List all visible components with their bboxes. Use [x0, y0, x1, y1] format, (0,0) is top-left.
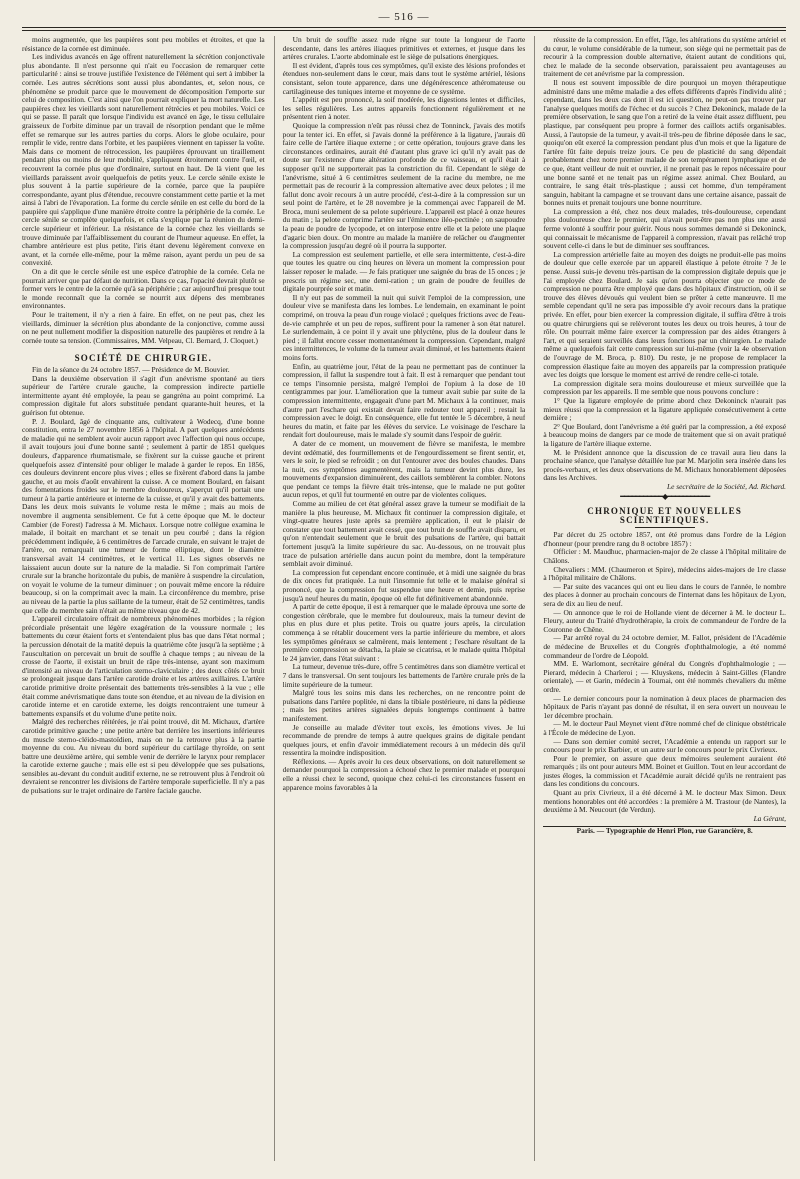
paragraph: Il n'y eut pas de sommeil la nuit qui suivit l'emploi de la compression, une douleur vive se manifesta dans les lombes. Le lendemain, en examinant le point comprimé, on trouva la peau d'un rouge violacé ; quelques frictions avec de l'eau-de-vie camphrée et un peu de repos, suffirent pour la ramener à son état naturel. Le surlendemain, à ce point il y avait une phlyctène, plus de la douleur dans le pied ; il fallut encore cesser momentanément la compression. Cependant, malgré ces intermittences, le volume de la tumeur avait diminué, et les battements étaient moins forts. [282, 292, 526, 362]
paragraph: A dater de ce moment, un mouvement de fièvre se manifesta, le membre devint œdématié, des fourmillements et de l'engourdissement se firent sentir, et, vers le soir, le pied se refroidit ; on dut l'entourer avec des boules chaudes. Dans la nuit, ces symptômes augmentèrent, mais la tumeur devint plus dure, les mouvements d'expansion diminuèrent, des caillots semblèrent la combler. Notons que pendant ce temps la fièvre était très-intense, que le malade ne put goûter aucun repos, et qu'il fut tourmenté en outre par de violentes coliques. [282, 438, 526, 500]
ornamental-divider: ━━━━━━━━━━━◆━━━━━━━━━━━ [620, 492, 710, 502]
paragraph: L'appareil circulatoire offrait de nombreux phénomènes morbides ; la région précordiale présentait une légère exagération de la voussure normale ; les battements du cœur étaient forts et s'entendaient plus bas que dans l'état normal ; la percussion dénotait de la matité depuis la quatrième côte jusqu'à la septième ; à l'auscultation on percevait un bruit de souffle à chaque temps ; au niveau de la crosse de l'aorte, il existait un bruit de râpe très-intense, ayant son maximum d'intensité au niveau de l'articulation sterno-claviculaire ; des deux côtés ce bruit se prolongeait jusque dans l'artère carotide droite et les artères axillaires. L'artère carotide primitive droite présentait des battements très-sensibles à la vue ; elle était comme anévrismatique dans toute son étendue, et au niveau de la division en carotide interne et en carotide externe, les doigts rencontraient une tumeur à battements expansifs et du volume d'une petite noix. [22, 614, 265, 718]
paragraph: — Par suite des vacances qui ont eu lieu dans le cours de l'année, le nombre des places à donner au prochain concours de l'internat dans les hôpitaux de Lyon, sera de dix au lieu de neuf. [543, 581, 787, 608]
paragraph: Enfin, au quatrième jour, l'état de la peau ne permettant pas de continuer la compression, il fallut la suspendre tout à fait. Il est à remarquer que pendant tout ce temps l'insomnie persista, malgré l'emploi de l'opium à la dose de 10 centigrammes par jour. L'amélioration que la tumeur avait subie par suite de la compression intermittente, engageait d'une part M. Michaux à la continuer, mais d'autre part l'eschare qui existait devait faire redouter tout appareil ; restait la compression avec le doigt. En conséquence, elle fut tentée le 5 décembre, à neuf heures du matin, et faite par les élèves du service. Le voisinage de l'eschare la rendait fort douloureuse, mais le malade s'y soumit dans l'espoir de guérir. [282, 361, 526, 440]
paragraph: — Le dernier concours pour la nomination à deux places de pharmacien des hôpitaux de Paris n'ayant pas donné de résultat, il en sera ouvert un nouveau le 1er décembre prochain. [543, 693, 787, 720]
paragraph: Pour le premier, on assure que deux mémoires seulement auraient été remarqués ; ils ont pour auteurs MM. Boinet et Guillon. Tout en leur accordant de justes éloges, la commission et l'Académie aurait décidé qu'ils ne rentraient pas dans les conditions du concours. [543, 753, 787, 789]
paragraph: Dans la deuxième observation il s'agit d'un anévrisme spontané au tiers supérieur de l'artère crurale gauche, la compression indirecte partielle intermittente ayant été employée, la peau se gangréna au point comprimé. La compression digitale fut alors substituée pendant quarante-huit heures, et la guérison fut obtenue. [22, 373, 265, 417]
paragraph: MM. E. Warlomont, secrétaire général du Congrès d'ophthalmologie ; — Pierard, médecin à Charleroi ; — Kluyskens, médecin à Saint-Gilles (Flandre orientale), — et Garin, médecin à Tournai, ont été nommés chevaliers du même ordre. [543, 659, 787, 694]
paragraph: Comme au milieu de cet état général assez grave la tumeur se modifiait de la manière la plus heureuse, M. Michaux fit continuer la compression digitale, et vingt-quatre heures juste après sa première application, il eut le plaisir de constater que tout battement avait cessé, que tout bruit de souffle avait disparu, et qu'on n'entendait seulement que le bruit des pulsations de l'artère, qui battait fortement jusqu'à la limite supérieure du sac. Au-dessous, on ne trouvait plus trace de pulsation artérielle dans aucun point du membre, dont la température semblait avoir diminué. [282, 499, 526, 569]
paragraph: Chevaliers : MM. (Chaumeron et Spire), médecins aides-majors de 1re classe à l'hôpital militaire de Châlons. [543, 564, 787, 583]
section-divider [113, 348, 173, 349]
paragraph: La compression a été, chez nos deux malades, très-douloureuse, cependant plus douloureuse chez le premier, qui n'avait peut-être pas non plus une aussi ferme volonté à souffrir pour guérir. Nous nous sommes demandé si Dekoninck, qui connaissait le mécanisme de l'appareil à compression, n'avait pas relâché trop souvent celle-ci dans le but de diminuer ses souffrances. [543, 206, 787, 251]
paragraph: On a dit que le cercle sénile est une espèce d'atrophie de la cornée. Cela ne pourrait arriver que par défaut de nutrition. Dans ce cas, l'opacité devrait plutôt se former vers le centre de la cornée qu'à sa périphérie ; car aujourd'hui presque tout le monde reconnaît que la cornée se nourrit aux dépens des membranes environnantes. [22, 267, 265, 311]
header-rule [22, 27, 786, 31]
paragraph: — On annonce que le roi de Hollande vient de décerner à M. le docteur L. Fleury, auteur du Traité d'hydrothérapie, la croix de commandeur de l'ordre de la Couronne de Chêne. [543, 607, 787, 634]
section-title-societe: SOCIÉTÉ DE CHIRURGIE. [74, 353, 213, 364]
column-3 [534, 36, 786, 1161]
printer-imprint: Paris. — Typographie de Henri Plon, rue Garancière, 8. [576, 826, 753, 836]
paragraph: Officier : M. Maudhuc, pharmacien-major de 2e classe à l'hôpital militaire de Châlons. [543, 547, 787, 566]
secretary-signature: Le secrétaire de la Société, Ad. Richard. [667, 481, 787, 491]
paragraph: Par décret du 25 octobre 1857, ont été promus dans l'ordre de la Légion d'honneur (pour prendre rang du 8 octobre 1857) : [543, 530, 787, 548]
paragraph: — M. le docteur Paul Meynet vient d'être nommé chef de clinique obstétricale à l'École de médecine de Lyon. [543, 719, 787, 737]
paragraph: 2° Que Boulard, dont l'anévrisme a été guéri par la compression, a été exposé à beaucoup moins de dangers par ce mode de traitement que si on avait pratiqué la ligature de l'artère iliaque externe. [543, 421, 787, 448]
column-1 [22, 36, 265, 1161]
gerant-signature: La Gérant, [753, 813, 787, 823]
paragraph: L'appétit est peu prononcé, la soif modérée, les digestions lentes et difficiles, les selles régulières. Les autres appareils fonctionnent régulièrement et ne présentent rien à noter. [282, 95, 526, 122]
paragraph: La tumeur, devenue très-dure, offre 5 centimètres dans son diamètre vertical et 7 dans le transversal. On sent toujours les battements de l'artère crurale près de la limite supérieure de la tumeur. [282, 662, 526, 689]
paragraph: Quoique la compression n'eût pas réussi chez de Tonninck, j'avais des motifs pour la tenter ici. En effet, si j'avais donné la préférence à la ligature, j'aurais dû faire celle de l'artère iliaque externe ; or cette opération, toujours grave dans les circonstances ordinaires, aurait été d'autant plus grave ici qu'il n'y avait pas de doute sur l'existence d'une altération profonde de ce vaisseau, et qu'il était à supposer qu'il ne supporterait pas la constriction du fil. Cependant le siège de l'anévrisme, situé à 6 centimètres seulement de la racine du membre, ne me permettait pas de recourir à la compression alternative avec deux pelotes ; il me fallut donc avoir recours à un autre procédé, c'est-à-dire à la compression sur un seul point de l'artère, et le 28 novembre je la commençai avec l'appareil de M. Broca, muni seulement de sa pelote supérieure. L'appareil est placé à onze heures du matin ; la pelote comprime l'artère sur l'éminence iléo-pectinée ; on saupoudre la peau de poudre de lycopode, et on interpose entre elle et la pelote une plaque d'agaric bien doux. On montre au malade la manière de relâcher ou d'augmenter la compression jusqu'au degré où il pourra la supporter. [282, 120, 526, 251]
paragraph: moins augmentée, que les paupières sont peu mobiles et étroites, et que la résistance de la cornée est diminuée. [22, 36, 265, 53]
paragraph: Un bruit de souffle assez rude règne sur toute la longueur de l'aorte descendante, dans les artères iliaques primitives et externes, et jusque dans les artères crurales. L'aorte abdominale est le siège de pulsations énergiques. [282, 36, 526, 62]
paragraph: La compression digitale sera moins douloureuse et mieux surveillée que la compression par les appareils. Il me semble que nous pouvons conclure : [543, 378, 787, 397]
page-number: — 516 — [378, 11, 430, 23]
paragraph: — Par arrêté royal du 24 octobre dernier, M. Fallot, président de l'Académie de médecine de Bruxelles et du Congrès d'ophthalmologie, a été nommé commandeur de l'ordre de Léopold. [543, 633, 787, 660]
paragraph: Il est évident, d'après tous ces symptômes, qu'il existe des lésions profondes et étendues non-seulement dans le cœur, mais dans tout le système artériel, lésions consistant, selon toute apparence, dans une dégénérescence athéromateuse ou cartilagineuse des tuniques interne et moyenne de ce système. [282, 60, 526, 96]
paragraph: Je conseille au malade d'éviter tout excès, les émotions vives. Je lui recommande de prendre de temps à autre quelques grains de digitale pendant quelques jours, et enfin d'avoir immédiatement recours à un médecin dès qu'il ressentira la moindre indisposition. [282, 722, 526, 758]
paragraph: La compression est seulement partielle, et elle sera intermittente, c'est-à-dire que toutes les quatre ou cinq heures on lèvera un moment la compression pour laisser reposer le malade. — Je fais pratiquer une saignée du bras de 15 onces ; je prescris un régime sec, une demi-ration ; un grain de poudre de feuilles de digitale pourprée soir et matin. [282, 249, 526, 294]
paragraph: Malgré des recherches réitérées, je n'ai point trouvé, dit M. Michaux, d'artère carotide primitive gauche ; une petite artère bat derrière les insertions inférieures du muscle sterno-cléido-mastoïdien, mais on ne la retrouve plus à la partie moyenne du cou. Au niveau du bord supérieur du cartilage thyroïde, on sent battre une deuxième artère, qui semble venir de derrière le larynx pour remplacer la carotide externe gauche ; mais elle est si peu développée que ses pulsations, sensibles au-devant du conduit auditif externe, ne se retrouvent plus à l'endroit où devraient se rencontrer les divisions de l'artère temporale superficielle. Il n'y a pas de pulsations sur le trajet ordinaire de l'artère faciale gauche. [22, 717, 265, 796]
paragraph: Il nous est souvent impossible de dire pourquoi un moyen thérapeutique administré dans une même maladie a des effets différents d'après l'individu alité ; cependant, dans les deux cas dont il est ici question, ne peut-on pas trouver par l'analyse quelques motifs de l'échec et du succès ? Chez Dekoninck, malade de la première observation, le sang que l'on a retiré de la veine était assez diffluent, peu plastique, par conséquent peu propre à former des caillots actifs organisables. Aussi, à l'autopsie de la tumeur, y avait-il très-peu de fibrine déposée dans le sac, quoiqu'on eût exercé la compression pendant plus d'un mois et que la ligature de l'artère fût faite depuis treize jours. Ce peu de plasticité du sang dépendait probablement chez notre premier malade de son tempérament lymphatique et de ce que, étant veilleur de nuit et ouvrier, il ne prenait pas le repos nécessaire pour une bonne santé et ne tenait pas un régime assez animal. Chez Boulard, au contraire, le sang était très-plastique ; aussi cet homme, d'un tempérament sanguin, habitant la campagne et se trouvant dans une certaine aisance, passait de bonnes nuits et prenait toujours une bonne nourriture. [543, 77, 787, 208]
section-divider [635, 527, 695, 528]
paragraph: La compression artérielle faite au moyen des doigts ne produit-elle pas moins de douleur que celle exercée par un appareil élastique à pelote étroite ? Je le pense. Aussi suis-je devenu très-partisan de la compression digitale depuis que je l'ai employée chez Boulard. Je sais qu'on pourra objecter que ce mode de compression ne pourra être employé que dans des hôpitaux d'instruction, où il se trouve des élèves dévoués qui veulent bien se prêter à cette manœuvre. Il me semble cependant qu'il ne sera pas impossible d'y avoir recours dans la pratique privée. En effet, pour bien exercer la compression digitale, il suffira d'être à trois ou quatre chirurgiens qui se relèveront toutes les deux ou trois heures, à tour de rôle. On pourrait même faire exercer la compression par des aides étrangers à l'art, et qui seraient surveillés dans leurs fonctions par un chirurgien. Le malade même a quelquefois fait cette compression sur lui-même (voir la 4e observation de l'ouvrage de M. Broca, p. 810). Du reste, je ne propose de remplacer la compression élastique faite au moyen des appareils par la compression pratiquée avec les doigts que lorsque le moment est arrivé de rendre celle-ci totale. [543, 249, 787, 380]
columns [22, 36, 786, 1161]
paragraph: P. J. Boulard, âgé de cinquante ans, cultivateur à Wodecq, d'une bonne constitution, entra le 27 novembre 1856 à l'hôpital. A part quelques antécédents de maladie qui ne semblent avoir aucun rapport avec l'affection qui nous occupe, il avait toujours joui d'une bonne santé ; seulement à partir de 1851 quelques douleurs, d'apparence rhumatismale, se fixèrent sur la cuisse gauche et prirent quelquefois assez d'intensité pour obliger le malade à garder le repos. En 1856, ces douleurs devinrent encore plus vives ; elles se fixèrent d'abord dans la jambe gauche, et au mois d'août envahirent la cuisse. A ce moment Boulard, en faisant des fomentations froides sur le membre douloureux, s'aperçut qu'il portait une tumeur à la partie antérieure et interne de la cuisse, et qu'il y avait des battements. Dans les deux mois suivants le volume resta le même ; mais au mois de novembre il augmenta sensiblement. Ce fut à cette époque que M. le docteur Cambier (de Forest) l'adressa à M. Michaux. Lorsque notre collègue examina le malade, il boitait en marchant et se tenait un peu courbé ; dans la région précédemment indiquée, à 6 centimètres de l'arcade crurale, en suivant le trajet de l'artère, on remarquait une tumeur de forme elliptique, dont le diamètre transversal avait 14 centimètres, et le vertical 11. Les signes observés ne laissaient aucun doute sur la nature de la maladie. Si l'on comprimait l'artère crurale sur la branche horizontale du pubis, de manière à suspendre la circulation, on voyait le volume de la tumeur diminuer ; on pouvait même encore la réduire beaucoup, si on la comprimait avec la main. La circonférence du membre, prise au niveau de la partie la plus saillante de la tumeur, était de 52 centimètres, tandis que celle du membre sain n'était au même niveau que de 42. [22, 416, 265, 615]
paragraph: réussite de la compression. En effet, l'âge, les altérations du système artériel et du cœur, le volume considérable de la tumeur, son siège qui ne permettait pas de recourir à la compression double alternative, étaient autant de conditions qui, chez le malade de la seconde observation, paraissaient peu avantageuses au traitement de cet anévrisme par la compression. [543, 36, 787, 79]
section-title-chronique: CHRONIQUE ET NOUVELLES SCIENTIFIQUES. [587, 506, 743, 525]
paragraph: Malgré tous les soins mis dans les recherches, on ne rencontre point de pulsations dans l'artère poplitée, ni dans la tibiale postérieure, ni dans la pédieuse ; mais les petites artères signalées depuis longtemps continuent à battre manifestement. [282, 688, 526, 723]
paragraph: La compression fut cependant encore continuée, et à midi une saignée du bras de dix onces fut pratiquée. La nuit l'insomnie fut telle et le malaise général si prononcé, que la compression fut suspendue une heure et demie, puis reprise jusqu'à neuf heures du matin, époque où elle fut définitivement abandonnée. [282, 567, 526, 603]
paragraph: A partir de cette époque, il est à remarquer que le malade éprouva une sorte de congestion cérébrale, que le membre fut douloureux, mais la tumeur devint de plus en plus dure et plus petite. Trois ou quatre jours après, la circulation commença à se rétablir doucement vers la partie inférieure du membre, et alors les symptômes généraux se calmèrent, mais lentement ; l'eschare résultant de la première compression se détacha, la plaie se cicatrisa, et le malade quitta l'hôpital le 24 janvier, dans l'état suivant : [282, 602, 526, 663]
paragraph: 1° Que la ligature employée de prime abord chez Dekoninck n'aurait pas mieux réussi que la compression et la ligature appliquée consécutivement à cette dernière ; [543, 395, 787, 423]
paragraph: M. le Président annonce que la discussion de ce travail aura lieu dans la prochaine séance, que l'analyse détaillée lue par M. Marjolin sera insérée dans les procès-verbaux, et les deux observations de M. Michaux honorablement déposées dans les Archives. [543, 447, 787, 483]
paragraph: Fin de la séance du 24 octobre 1857. — Présidence de M. Bouvier. [32, 364, 230, 374]
paragraph: Réflexions. — Après avoir lu ces deux observations, on doit naturellement se demander pourquoi la compression a échoué chez le premier malade et pourquoi elle a réussi chez le second, quoique chez celui-ci les circonstances fussent en apparence moins favorables à la [282, 756, 526, 792]
paragraph: — Dans son dernier comité secret, l'Académie a entendu un rapport sur le concours pour le prix Barbier, et un autre sur le concours pour le prix Civrieux. [543, 736, 787, 755]
paragraph: Les individus avancés en âge offrent naturellement la sécrétion conjonctivale plus abondante. Il n'est personne qui n'ait eu l'occasion de remarquer cette particularité : ainsi se trouve justifiée l'existence de l'élément qui sert à imbiber la cornée. Les autres sécrétions sont aussi plus abondantes, et, selon nous, ce phénomène se produit parce que le mouvement de décomposition l'emporte sur celui de composition. C'est ainsi que l'on pourrait expliquer la mort naturelle. Les paupières chez les vieillards sont naturellement rétrécies et peu mobiles. Voici ce qui se passe. Il paraît que lorsque l'individu est avancé en âge, le tissu cellulaire graisseux de l'orbite diminue par un travail de résorption pendant que le même effet se remarque sur les autres parties du corps. Alors le globe oculaire, pour remplir le vide, rentre dans l'orbite, et les paupières viennent en tapisser la voûte. Mais dans ce moment de rétrocession, les paupières éprouvant un tiraillement pendant plus ou moins de leur mobilité, s'appliquent étroitement contre l'œil, et recouvrent la cornée plus que d'ordinaire, surtout en haut. De là vient que les vieillards paraissent avoir quelquefois de petits yeux. Le cercle sénile existe le plus souvent à la partie supérieure de la cornée, parce que la paupière correspondante, ayant plus d'étendue, recouvre constamment cette partie et la met ainsi à l'abri de l'évaporation. La forme du cercle sénile en est celle du bord de la paupière qui s'applique d'une manière étroite contre la périphérie de la cornée. Le cercle sénile se complète quelquefois, et cela s'explique par la réunion du demi-cercle supérieur et inférieur. La résistance de la cornée chez les vieillards se trouve diminuée par l'affaiblissement du courant de l'humeur aqueuse. En effet, la chambre antérieure est plus petite, l'iris étant devenu légèrement convexe en avant, et la cornée elle-même, pour la même raison, ayant perdu un peu de sa convexité. [22, 52, 265, 268]
paragraph: Pour le traitement, il n'y a rien à faire. En effet, on ne peut pas, chez les vieillards, diminuer la sécrétion plus abondante de la conjonctive, comme aussi on ne peut nullement modifier la disposition naturelle des paupières et rendre à la cornée toute sa tension. (Commissaires, MM. Velpeau, Cl. Bernard, J. Cloquet.) [22, 310, 265, 345]
paragraph: Quant au prix Civrieux, il a été décerné à M. le docteur Max Simon. Deux mentions honorables ont été accordées : la première à M. Trastour (de Nantes), la deuxième à M. Neucourt (de Verdun). [543, 788, 787, 815]
column-2 [274, 36, 526, 1161]
